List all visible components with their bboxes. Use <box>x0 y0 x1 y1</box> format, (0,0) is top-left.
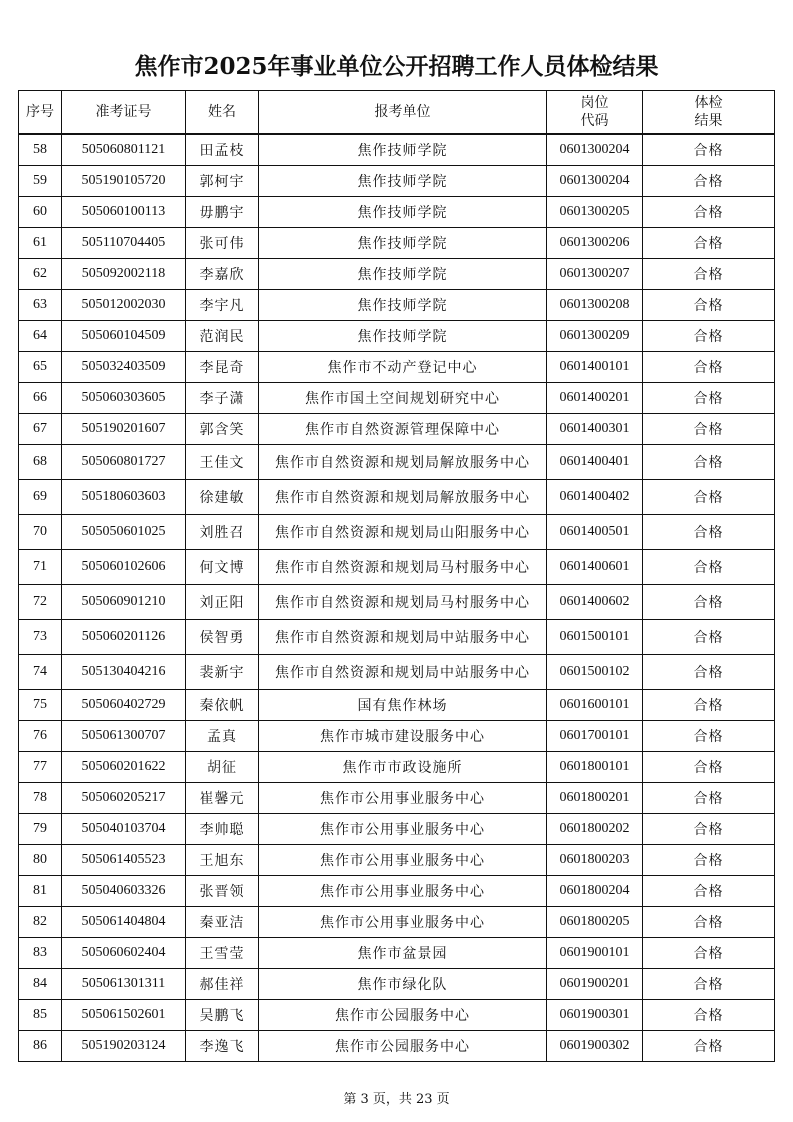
ticket-number-cell: 505130404216 <box>62 655 186 690</box>
applied-unit-cell: 国有焦作林场 <box>259 690 547 721</box>
name-cell: 李嘉欣 <box>186 259 259 290</box>
applied-unit-cell: 焦作市公用事业服务中心 <box>259 845 547 876</box>
applied-unit-cell: 焦作市公用事业服务中心 <box>259 814 547 845</box>
position-code-cell: 0601800205 <box>547 907 643 938</box>
position-code-cell: 0601300207 <box>547 259 643 290</box>
ticket-number-cell: 505061502601 <box>62 1000 186 1031</box>
exam-result-cell: 合格 <box>643 197 775 228</box>
table-row <box>19 197 775 228</box>
name-cell: 李逸飞 <box>186 1031 259 1062</box>
table-row <box>19 845 775 876</box>
position-code-cell: 0601300206 <box>547 228 643 259</box>
ticket-number-cell: 505061301311 <box>62 969 186 1000</box>
position-code-cell: 0601400501 <box>547 515 643 550</box>
serial-number-cell: 70 <box>19 515 62 550</box>
applied-unit-cell: 焦作市自然资源和规划局解放服务中心 <box>259 445 547 480</box>
header-position-code-line2: 代码 <box>580 113 609 129</box>
name-cell: 范润民 <box>186 321 259 352</box>
serial-number-cell: 86 <box>19 1031 62 1062</box>
table-row <box>19 166 775 197</box>
ticket-number-cell: 505190105720 <box>62 166 186 197</box>
exam-result-cell: 合格 <box>643 969 775 1000</box>
table-row <box>19 752 775 783</box>
position-code-cell: 0601400201 <box>547 383 643 414</box>
page-footer: 第 3 页，共 23 页 <box>343 1092 450 1107</box>
position-code-cell: 0601800203 <box>547 845 643 876</box>
table-row <box>19 259 775 290</box>
applied-unit-cell: 焦作市国土空间规划研究中心 <box>259 383 547 414</box>
header-applied-unit: 报考单位 <box>259 91 547 135</box>
position-code-cell: 0601500102 <box>547 655 643 690</box>
exam-result-cell: 合格 <box>643 814 775 845</box>
serial-number-cell: 71 <box>19 550 62 585</box>
table-row <box>19 445 775 480</box>
document-title: 焦作市2025年事业单位公开招聘工作人员体检结果 <box>134 53 659 80</box>
exam-result-cell: 合格 <box>643 690 775 721</box>
name-cell: 郝佳祥 <box>186 969 259 1000</box>
position-code-cell: 0601400601 <box>547 550 643 585</box>
exam-result-cell: 合格 <box>643 259 775 290</box>
position-code-cell: 0601300209 <box>547 321 643 352</box>
serial-number-cell: 61 <box>19 228 62 259</box>
ticket-number-cell: 505040603326 <box>62 876 186 907</box>
position-code-cell: 0601800101 <box>547 752 643 783</box>
name-cell: 吴鹏飞 <box>186 1000 259 1031</box>
exam-result-cell: 合格 <box>643 752 775 783</box>
header-ticket-number: 准考证号 <box>62 91 186 135</box>
table-row <box>19 1000 775 1031</box>
position-code-cell: 0601800201 <box>547 783 643 814</box>
serial-number-cell: 74 <box>19 655 62 690</box>
serial-number-cell: 72 <box>19 585 62 620</box>
applied-unit-cell: 焦作市公用事业服务中心 <box>259 783 547 814</box>
name-cell: 张可伟 <box>186 228 259 259</box>
header-position-code-line1: 岗位 <box>580 95 609 111</box>
serial-number-cell: 79 <box>19 814 62 845</box>
ticket-number-cell: 505050601025 <box>62 515 186 550</box>
table-row <box>19 655 775 690</box>
ticket-number-cell: 505060303605 <box>62 383 186 414</box>
position-code-cell: 0601400301 <box>547 414 643 445</box>
position-code-cell: 0601500101 <box>547 620 643 655</box>
position-code-cell: 0601400101 <box>547 352 643 383</box>
serial-number-cell: 63 <box>19 290 62 321</box>
table-row <box>19 228 775 259</box>
ticket-number-cell: 505060201126 <box>62 620 186 655</box>
applied-unit-cell: 焦作市绿化队 <box>259 969 547 1000</box>
name-cell: 刘正阳 <box>186 585 259 620</box>
ticket-number-cell: 505060801121 <box>62 134 186 166</box>
position-code-cell: 0601300205 <box>547 197 643 228</box>
exam-result-cell: 合格 <box>643 1031 775 1062</box>
position-code-cell: 0601800202 <box>547 814 643 845</box>
table-row <box>19 690 775 721</box>
serial-number-cell: 65 <box>19 352 62 383</box>
table-row <box>19 876 775 907</box>
applied-unit-cell: 焦作市不动产登记中心 <box>259 352 547 383</box>
position-code-cell: 0601300204 <box>547 134 643 166</box>
position-code-cell: 0601400401 <box>547 445 643 480</box>
serial-number-cell: 80 <box>19 845 62 876</box>
table-row <box>19 352 775 383</box>
name-cell: 何文博 <box>186 550 259 585</box>
applied-unit-cell: 焦作技师学院 <box>259 321 547 352</box>
ticket-number-cell: 505032403509 <box>62 352 186 383</box>
applied-unit-cell: 焦作市公园服务中心 <box>259 1000 547 1031</box>
ticket-number-cell: 505060801727 <box>62 445 186 480</box>
ticket-number-cell: 505110704405 <box>62 228 186 259</box>
serial-number-cell: 59 <box>19 166 62 197</box>
header-position-code <box>547 91 643 135</box>
applied-unit-cell: 焦作市自然资源和规划局中站服务中心 <box>259 655 547 690</box>
exam-result-cell: 合格 <box>643 352 775 383</box>
header-name: 姓名 <box>186 91 259 135</box>
exam-result-cell: 合格 <box>643 721 775 752</box>
serial-number-cell: 60 <box>19 197 62 228</box>
name-cell: 侯智勇 <box>186 620 259 655</box>
name-cell: 孟真 <box>186 721 259 752</box>
table-row <box>19 721 775 752</box>
position-code-cell: 0601900201 <box>547 969 643 1000</box>
serial-number-cell: 68 <box>19 445 62 480</box>
exam-result-cell: 合格 <box>643 321 775 352</box>
table-row <box>19 480 775 515</box>
exam-result-cell: 合格 <box>643 655 775 690</box>
exam-result-cell: 合格 <box>643 845 775 876</box>
name-cell: 王佳文 <box>186 445 259 480</box>
name-cell: 李帅聪 <box>186 814 259 845</box>
ticket-number-cell: 505190201607 <box>62 414 186 445</box>
applied-unit-cell: 焦作市自然资源和规划局马村服务中心 <box>259 550 547 585</box>
exam-result-cell: 合格 <box>643 480 775 515</box>
exam-result-cell: 合格 <box>643 876 775 907</box>
applied-unit-cell: 焦作市自然资源和规划局山阳服务中心 <box>259 515 547 550</box>
applied-unit-cell: 焦作市公园服务中心 <box>259 1031 547 1062</box>
table-row <box>19 290 775 321</box>
applied-unit-cell: 焦作技师学院 <box>259 228 547 259</box>
position-code-cell: 0601700101 <box>547 721 643 752</box>
exam-result-cell: 合格 <box>643 938 775 969</box>
applied-unit-cell: 焦作市盆景园 <box>259 938 547 969</box>
position-code-cell: 0601900302 <box>547 1031 643 1062</box>
ticket-number-cell: 505060100113 <box>62 197 186 228</box>
position-code-cell: 0601400602 <box>547 585 643 620</box>
ticket-number-cell: 505060205217 <box>62 783 186 814</box>
exam-result-cell: 合格 <box>643 134 775 166</box>
serial-number-cell: 76 <box>19 721 62 752</box>
ticket-number-cell: 505040103704 <box>62 814 186 845</box>
table-row <box>19 321 775 352</box>
exam-result-cell: 合格 <box>643 620 775 655</box>
applied-unit-cell: 焦作市公用事业服务中心 <box>259 876 547 907</box>
applied-unit-cell: 焦作市公用事业服务中心 <box>259 907 547 938</box>
applied-unit-cell: 焦作市城市建设服务中心 <box>259 721 547 752</box>
applied-unit-cell: 焦作技师学院 <box>259 134 547 166</box>
table-row <box>19 585 775 620</box>
ticket-number-cell: 505060901210 <box>62 585 186 620</box>
serial-number-cell: 84 <box>19 969 62 1000</box>
ticket-number-cell: 505190203124 <box>62 1031 186 1062</box>
table-header-row <box>19 91 775 135</box>
name-cell: 胡征 <box>186 752 259 783</box>
position-code-cell: 0601800204 <box>547 876 643 907</box>
name-cell: 王雪莹 <box>186 938 259 969</box>
ticket-number-cell: 505060402729 <box>62 690 186 721</box>
position-code-cell: 0601300208 <box>547 290 643 321</box>
ticket-number-cell: 505061405523 <box>62 845 186 876</box>
exam-result-cell: 合格 <box>643 445 775 480</box>
serial-number-cell: 78 <box>19 783 62 814</box>
ticket-number-cell: 505061404804 <box>62 907 186 938</box>
table-row <box>19 134 775 166</box>
applied-unit-cell: 焦作市自然资源和规划局马村服务中心 <box>259 585 547 620</box>
table-row <box>19 814 775 845</box>
table-row <box>19 620 775 655</box>
exam-result-cell: 合格 <box>643 383 775 414</box>
ticket-number-cell: 505092002118 <box>62 259 186 290</box>
exam-result-cell: 合格 <box>643 585 775 620</box>
serial-number-cell: 75 <box>19 690 62 721</box>
name-cell: 崔馨元 <box>186 783 259 814</box>
applied-unit-cell: 焦作技师学院 <box>259 166 547 197</box>
name-cell: 刘胜召 <box>186 515 259 550</box>
applied-unit-cell: 焦作技师学院 <box>259 259 547 290</box>
serial-number-cell: 82 <box>19 907 62 938</box>
serial-number-cell: 85 <box>19 1000 62 1031</box>
exam-result-cell: 合格 <box>643 515 775 550</box>
serial-number-cell: 77 <box>19 752 62 783</box>
table-row <box>19 907 775 938</box>
header-exam-result-line1: 体检 <box>694 95 723 111</box>
name-cell: 李宇凡 <box>186 290 259 321</box>
results-table <box>18 90 775 1062</box>
serial-number-cell: 66 <box>19 383 62 414</box>
table-row <box>19 1031 775 1062</box>
header-exam-result <box>643 91 775 135</box>
header-exam-result-line2: 结果 <box>694 113 723 129</box>
table-row <box>19 938 775 969</box>
serial-number-cell: 83 <box>19 938 62 969</box>
ticket-number-cell: 505060104509 <box>62 321 186 352</box>
exam-result-cell: 合格 <box>643 907 775 938</box>
name-cell: 裴新宇 <box>186 655 259 690</box>
ticket-number-cell: 505060201622 <box>62 752 186 783</box>
ticket-number-cell: 505060102606 <box>62 550 186 585</box>
applied-unit-cell: 焦作市自然资源和规划局中站服务中心 <box>259 620 547 655</box>
name-cell: 田孟枝 <box>186 134 259 166</box>
name-cell: 毋鹏宇 <box>186 197 259 228</box>
serial-number-cell: 69 <box>19 480 62 515</box>
serial-number-cell: 62 <box>19 259 62 290</box>
serial-number-cell: 67 <box>19 414 62 445</box>
serial-number-cell: 81 <box>19 876 62 907</box>
table-row <box>19 783 775 814</box>
applied-unit-cell: 焦作市市政设施所 <box>259 752 547 783</box>
table-row <box>19 383 775 414</box>
applied-unit-cell: 焦作技师学院 <box>259 197 547 228</box>
table-row <box>19 969 775 1000</box>
applied-unit-cell: 焦作技师学院 <box>259 290 547 321</box>
exam-result-cell: 合格 <box>643 414 775 445</box>
serial-number-cell: 73 <box>19 620 62 655</box>
exam-result-cell: 合格 <box>643 550 775 585</box>
applied-unit-cell: 焦作市自然资源管理保障中心 <box>259 414 547 445</box>
serial-number-cell: 64 <box>19 321 62 352</box>
position-code-cell: 0601900301 <box>547 1000 643 1031</box>
position-code-cell: 0601400402 <box>547 480 643 515</box>
table-row <box>19 414 775 445</box>
table-row <box>19 515 775 550</box>
name-cell: 秦亚洁 <box>186 907 259 938</box>
exam-result-cell: 合格 <box>643 1000 775 1031</box>
name-cell: 李子潇 <box>186 383 259 414</box>
position-code-cell: 0601300204 <box>547 166 643 197</box>
position-code-cell: 0601600101 <box>547 690 643 721</box>
name-cell: 郭含笑 <box>186 414 259 445</box>
exam-result-cell: 合格 <box>643 290 775 321</box>
name-cell: 郭柯宇 <box>186 166 259 197</box>
ticket-number-cell: 505061300707 <box>62 721 186 752</box>
name-cell: 秦依帆 <box>186 690 259 721</box>
name-cell: 张晋领 <box>186 876 259 907</box>
exam-result-cell: 合格 <box>643 783 775 814</box>
table-row <box>19 550 775 585</box>
exam-result-cell: 合格 <box>643 166 775 197</box>
position-code-cell: 0601900101 <box>547 938 643 969</box>
ticket-number-cell: 505180603603 <box>62 480 186 515</box>
name-cell: 王旭东 <box>186 845 259 876</box>
exam-result-cell: 合格 <box>643 228 775 259</box>
header-serial-number: 序号 <box>19 91 62 135</box>
name-cell: 徐建敏 <box>186 480 259 515</box>
serial-number-cell: 58 <box>19 134 62 166</box>
name-cell: 李昆奇 <box>186 352 259 383</box>
ticket-number-cell: 505060602404 <box>62 938 186 969</box>
applied-unit-cell: 焦作市自然资源和规划局解放服务中心 <box>259 480 547 515</box>
ticket-number-cell: 505012002030 <box>62 290 186 321</box>
